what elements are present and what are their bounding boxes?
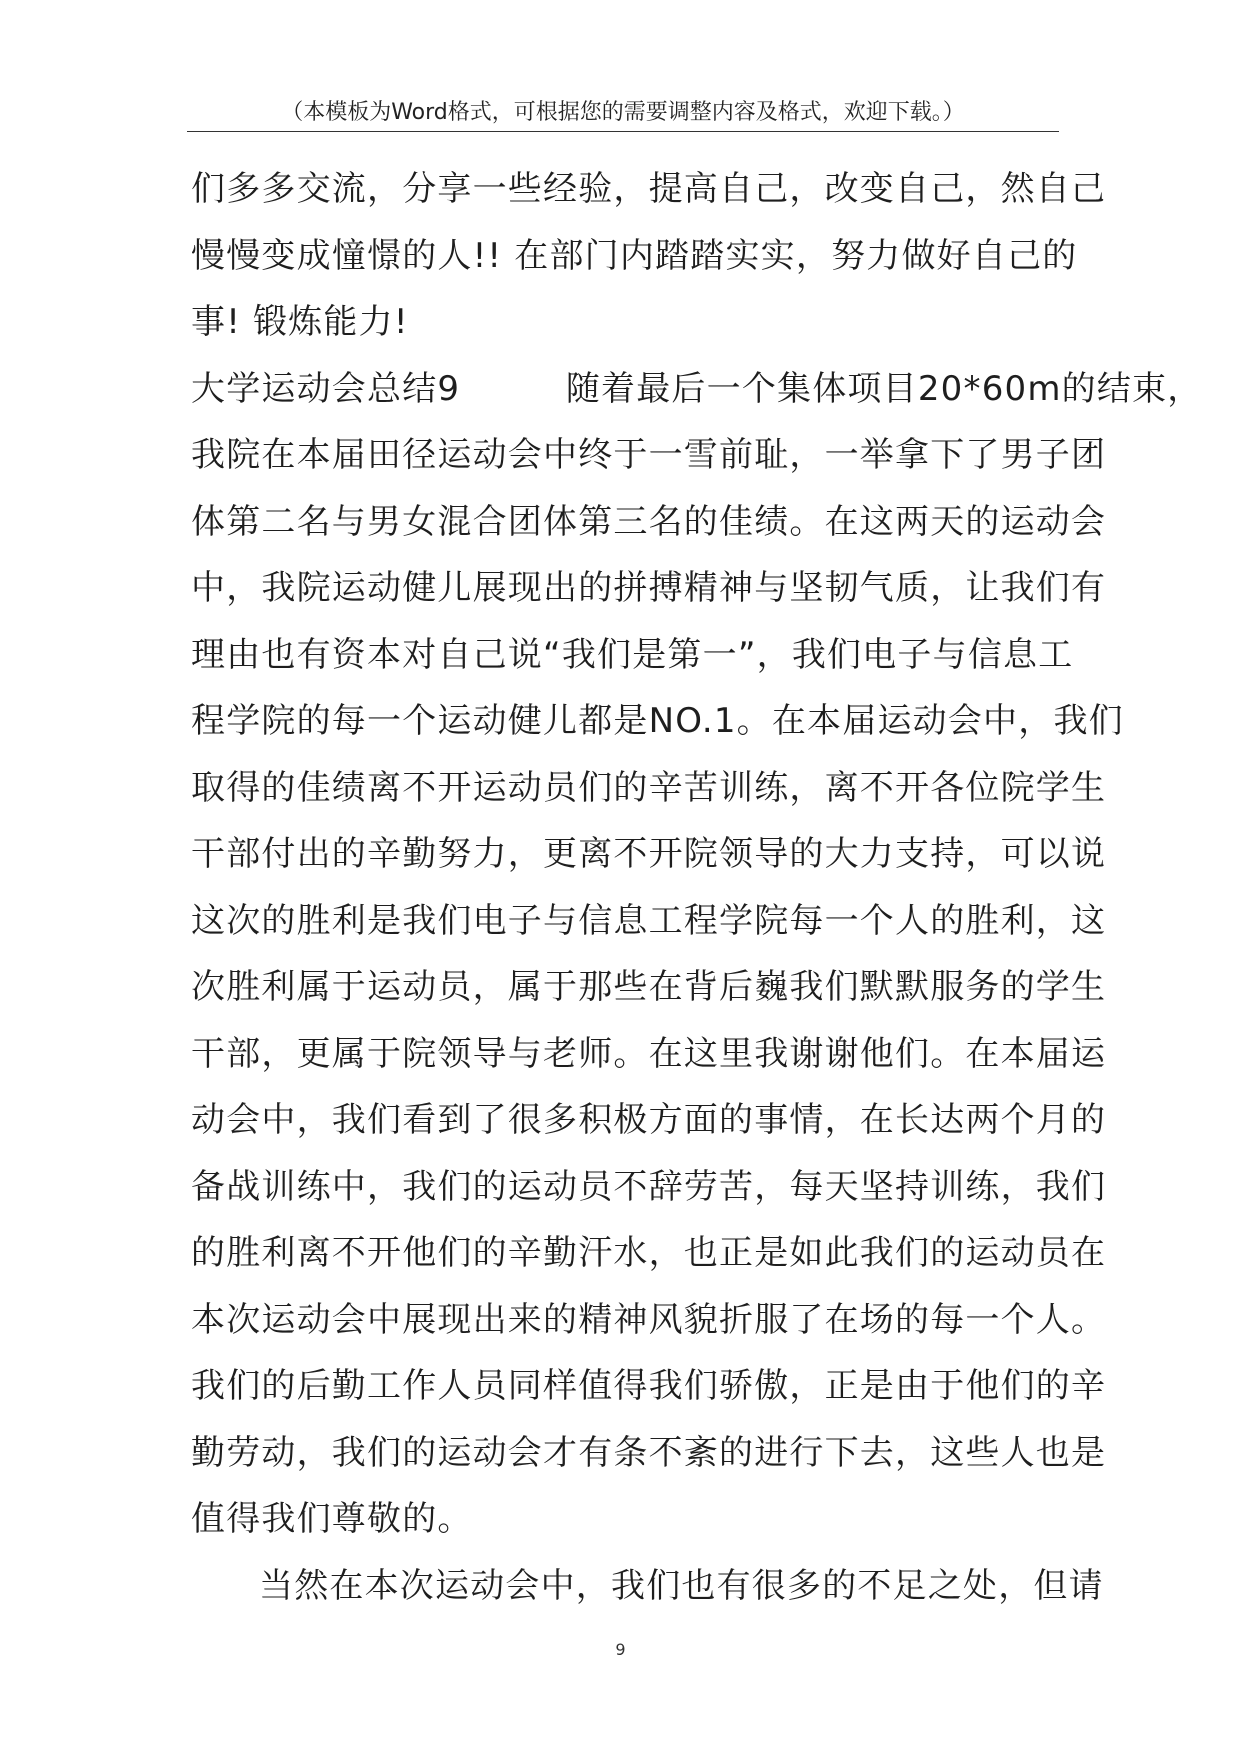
body-line: 事! 锻炼能力! xyxy=(191,302,409,342)
page-number: 9 xyxy=(615,1640,626,1659)
body-line: 这次的胜利是我们电子与信息工程学院每一个人的胜利，这 xyxy=(191,900,1107,941)
body-line: 程学院的每一个运动健儿都是NO.1。在本届运动会中，我们 xyxy=(191,701,1124,741)
body-line: 我们的后勤工作人员同样值得我们骄傲，正是由于他们的辛 xyxy=(191,1366,1107,1406)
body-line: 干部，更属于院领导与老师。在这里我谢谢他们。在本届运 xyxy=(191,1033,1107,1074)
body-line: 干部付出的辛勤努力，更离不开院领导的大力支持，可以说 xyxy=(191,834,1107,874)
body-line: 体第二名与男女混合团体第三名的佳绩。在这两天的运动会 xyxy=(191,501,1107,542)
body-line: 取得的佳绩离不开运动员们的辛苦训练，离不开各位院学生 xyxy=(191,767,1107,808)
body-line: 次胜利属于运动员，属于那些在背后巍我们默默服务的学生 xyxy=(191,967,1107,1007)
body-line: 勤劳动，我们的运动会才有条不紊的进行下去，这些人也是 xyxy=(191,1432,1107,1473)
section-heading-line: 大学运动会总结9 随着最后一个集体项目20*60m的结束， xyxy=(191,368,1203,409)
body-text xyxy=(191,156,1203,1619)
header-divider xyxy=(187,131,1059,132)
body-line: 的胜利离不开他们的辛勤汗水，也正是如此我们的运动员在 xyxy=(191,1233,1107,1273)
body-line: 动会中，我们看到了很多积极方面的事情，在长达两个月的 xyxy=(191,1100,1107,1140)
body-line: 理由也有资本对自己说“我们是第一”，我们电子与信息工 xyxy=(191,634,1074,675)
body-line: 我院在本届田径运动会中终于一雪前耻，一举拿下了男子团 xyxy=(191,435,1107,475)
body-line: 本次运动会中展现出来的精神风貌折服了在场的每一个人。 xyxy=(191,1299,1107,1340)
header-note: （本模板为Word格式，可根据您的需要调整内容及格式，欢迎下载。） xyxy=(281,100,965,125)
body-line: 们多多交流，分享一些经验，提高自己，改变自己，然自己 xyxy=(191,169,1107,209)
body-line: 中，我院运动健儿展现出的拼搏精神与坚韧气质，让我们有 xyxy=(191,568,1107,608)
body-line: 慢慢变成憧憬的人!! 在部门内踏踏实实，努力做好自己的 xyxy=(191,235,1078,276)
paragraph-start-line: 当然在本次运动会中，我们也有很多的不足之处，但请 xyxy=(259,1565,1104,1606)
body-line: 备战训练中，我们的运动员不辞劳苦，每天坚持训练，我们 xyxy=(191,1166,1107,1207)
body-line: 值得我们尊敬的。 xyxy=(191,1499,473,1539)
